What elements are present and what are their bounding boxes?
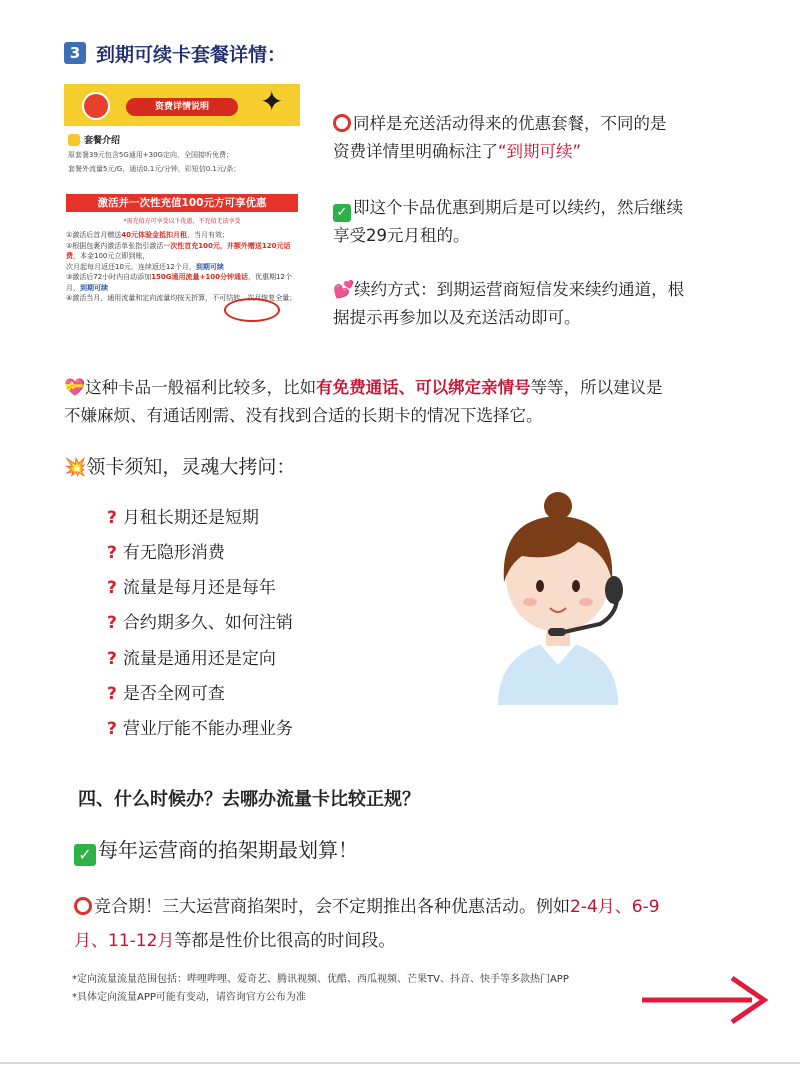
card-intro-heading: 套餐介绍 bbox=[84, 136, 121, 146]
question-item bbox=[107, 645, 276, 673]
card-banner-label: 资费详情说明 bbox=[126, 98, 238, 116]
paragraph-text: 竞合期！三大运营商掐架时，会不定期推出各种优惠活动。例如 bbox=[94, 897, 570, 917]
question-mark-icon: ? bbox=[107, 543, 117, 563]
heart-gift-icon: 💝 bbox=[64, 378, 86, 398]
welfare-paragraph bbox=[64, 374, 774, 430]
footnote: *定向流量流量范围包括：哔哩哔哩、爱奇艺、腾讯视频、优酷、西瓜视频、芒果TV、抖音、快手等多款热门APP bbox=[72, 974, 569, 985]
paragraph-text: 即这个卡品优惠到期后是可以续约，然后继续 bbox=[353, 198, 683, 217]
check-mark-icon: ✓ bbox=[74, 844, 96, 866]
paragraph-text: 据提示再参加以及充送活动即可。 bbox=[333, 308, 581, 327]
card-list-highlight: 到期可续 bbox=[195, 262, 224, 271]
card-intro-line: 套餐外流量5元/G，通话0.1元/分钟，彩短信0.1元/条； bbox=[68, 165, 241, 173]
card-list-highlight: 一次性首充100元，并额外赠送120元话费 bbox=[66, 241, 291, 260]
question-text: 营业厅能不能办理业务 bbox=[122, 719, 293, 739]
card-list-highlight: 150G通用流量+100分钟通话 bbox=[151, 273, 249, 281]
question-text: 流量是每月还是每年 bbox=[122, 578, 276, 598]
question-item bbox=[107, 609, 293, 637]
question-text: 合约期多久、如何注销 bbox=[122, 613, 293, 633]
question-text: 流量是通用还是定向 bbox=[122, 649, 276, 669]
card-logo-icon bbox=[82, 92, 110, 120]
card-list-text: ③激活后72小时内自动添加 bbox=[66, 273, 152, 281]
renewal-method bbox=[333, 276, 773, 332]
question-item bbox=[107, 680, 225, 708]
question-mark-icon: ? bbox=[107, 578, 117, 598]
question-item bbox=[107, 504, 259, 532]
question-mark-icon: ? bbox=[107, 508, 117, 528]
heading-text: 每年运营商的掐架期最划算！ bbox=[98, 838, 358, 862]
paragraph-text: 享受29元月租的。 bbox=[333, 226, 470, 245]
explosion-icon: 💥 bbox=[64, 457, 87, 478]
question-mark-icon: ? bbox=[107, 719, 117, 739]
competition-paragraph bbox=[74, 890, 774, 958]
section4-title: 四、什么时候办？去哪办流量卡比较正规？ bbox=[78, 789, 420, 810]
package-icon bbox=[68, 134, 80, 146]
question-item bbox=[107, 539, 225, 567]
red-circle-icon bbox=[333, 114, 351, 132]
question-item bbox=[107, 715, 293, 743]
footnote: *具体定向流量APP可能有变动，请咨询官方公布为准 bbox=[72, 992, 306, 1003]
tariff-detail-card bbox=[64, 84, 300, 352]
question-text: 月租长期还是短期 bbox=[122, 508, 259, 528]
section-title: 到期可续卡套餐详情： bbox=[96, 44, 287, 66]
period-highlight: 月、11-12月 bbox=[74, 931, 175, 951]
paragraph-text: 不嫌麻烦、有通话刚需、没有找到合适的长期卡的情况下选择它。 bbox=[64, 406, 543, 425]
paragraph-text: 同样是充送活动得来的优惠套餐，不同的是 bbox=[353, 114, 667, 133]
card-list-text: ②根据包裹内激活单张指引激活 bbox=[66, 241, 164, 250]
question-mark-icon: ? bbox=[107, 613, 117, 633]
card-offer-list bbox=[66, 230, 298, 304]
question-item bbox=[107, 574, 276, 602]
card-recharge-bar: 激活并一次性充值100元方可享优惠 bbox=[66, 194, 298, 212]
welfare-highlight: 有免费通话、可以绑定亲情号 bbox=[316, 378, 531, 397]
question-mark-icon: ? bbox=[107, 649, 117, 669]
paragraph-text: 等等，所以建议是 bbox=[530, 378, 663, 397]
card-list-text: ④激活当月，通用流量和定向流量均按天折算，不可结转，次月恢复全量； bbox=[66, 294, 297, 302]
card-list-text: ，本金100元立即到账， bbox=[73, 252, 150, 260]
card-list-text: ，优惠期12个月， bbox=[66, 273, 292, 292]
paragraph-text: 资费详情里明确标注了 bbox=[333, 142, 498, 161]
renewal-explanation bbox=[333, 194, 773, 250]
section-number-badge: 3 bbox=[64, 42, 86, 64]
customer-service-illustration bbox=[478, 490, 638, 705]
period-highlight: 2-4月、6-9 bbox=[570, 897, 660, 917]
card-note: *需充值方可享受以下优惠，不充值无法享受 bbox=[123, 218, 241, 225]
renewal-paragraph bbox=[333, 110, 773, 166]
paragraph-text: 等都是性价比很高的时间段。 bbox=[174, 931, 396, 951]
renewable-highlight: “到期可续” bbox=[498, 142, 582, 161]
sparkle-icon: ✦ bbox=[260, 85, 284, 118]
red-circle-icon bbox=[74, 897, 92, 915]
question-text: 有无隐形消费 bbox=[122, 543, 225, 563]
renewable-circle-mark bbox=[224, 298, 280, 322]
next-page-arrow-icon[interactable] bbox=[640, 972, 772, 1028]
paragraph-text: 这种卡品一般福利比较多，比如 bbox=[85, 378, 317, 397]
heading-text: 领卡须知，灵魂大拷问： bbox=[86, 456, 296, 478]
card-list-highlight: 到期可续 bbox=[80, 283, 108, 292]
bottom-divider bbox=[0, 1062, 800, 1064]
check-mark-icon: ✓ bbox=[333, 204, 351, 222]
soul-question-heading bbox=[64, 452, 295, 479]
question-text: 是否全网可查 bbox=[122, 684, 225, 704]
question-mark-icon: ? bbox=[107, 684, 117, 704]
card-list-text: 次月起每月返还10元，连续返还12个月， bbox=[66, 262, 196, 271]
card-list-highlight: 40元体验金抵扣月租 bbox=[121, 231, 188, 239]
heart-icon: 💕 bbox=[333, 280, 355, 300]
card-list-text: ①激活后首月赠送 bbox=[66, 231, 122, 239]
card-list-text: ，当月有效； bbox=[187, 231, 230, 239]
best-time-heading bbox=[74, 834, 358, 866]
card-intro-line: 原套餐39元包含5G通用+30G定向，全国接听免费； bbox=[68, 151, 233, 159]
paragraph-text: 续约方式：到期运营商短信发来续约通道，根 bbox=[354, 280, 685, 299]
